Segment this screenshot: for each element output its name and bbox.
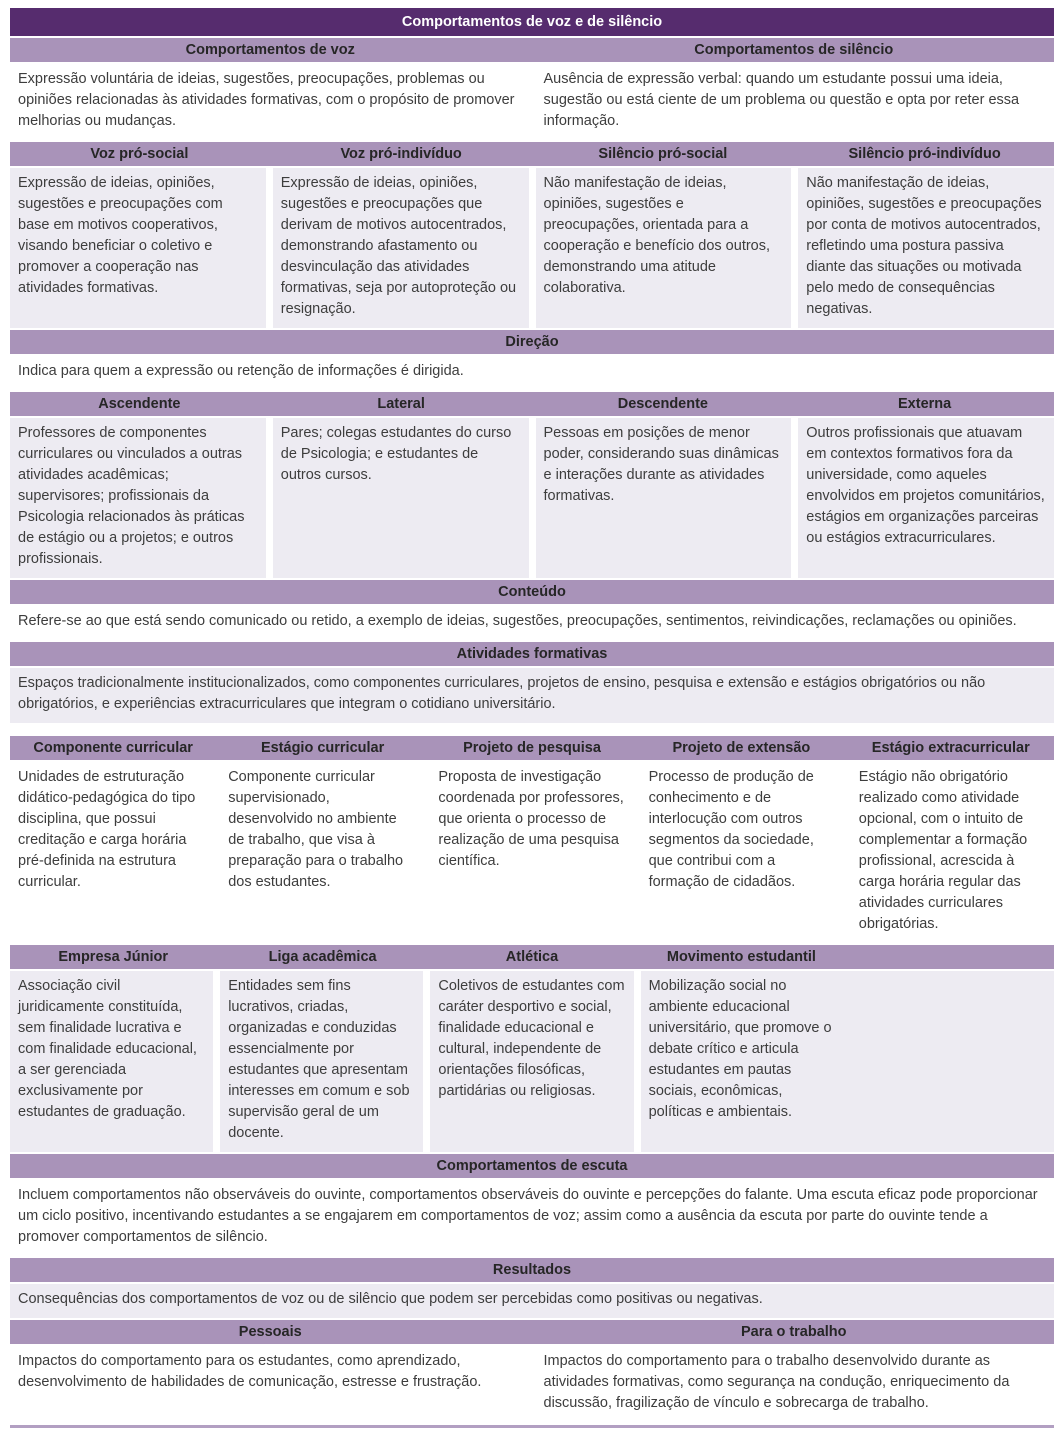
silencio-pro-individuo-header: Silêncio pró-indivíduo — [848, 146, 1001, 162]
atividades-row1-desc-row — [10, 762, 1054, 943]
direcao-title: Direção — [505, 334, 559, 350]
voice-desc: Expressão voluntária de ideias, sugestões, preocupações, problemas ou opiniões relacionadas às atividades formativas, com o propósito de promover melhorias ou mudanças. — [10, 64, 529, 140]
projeto-extensao-header: Projeto de extensão — [672, 740, 811, 756]
direcao-types-desc-row — [10, 418, 1054, 578]
atividades-title: Atividades formativas — [456, 646, 608, 662]
empresa-junior-desc: Associação civil juridicamente constituída, sem finalidade lucrativa e com finalidade educacional, a ser gerenciada exclusivamente por estudantes de graduação. — [10, 971, 213, 1152]
resultados-header-bar — [10, 1258, 1054, 1282]
voz-pro-social-desc: Expressão de ideias, opiniões, sugestões e preocupações com base em motivos cooperativos, visando beneficiar o coletivo e promover a cooperação nas atividades formativas. — [10, 168, 266, 328]
estagio-curricular-desc: Componente curricular supervisionado, desenvolvido no ambiente de trabalho, que visa à preparação para o trabalho dos estudantes. — [220, 762, 423, 943]
lateral-header: Lateral — [377, 396, 425, 412]
descendente-header: Descendente — [617, 396, 708, 412]
voz-pro-social-header: Voz pró-social — [90, 146, 189, 162]
silence-desc: Ausência de expressão verbal: quando um estudante possui uma ideia, sugestão ou está ciente de um problema ou questão e opta por reter essa informação. — [536, 64, 1055, 140]
atividades-row2-header-row — [10, 945, 1054, 969]
atividades-desc-row — [10, 668, 1054, 723]
escuta-header-bar — [10, 1154, 1054, 1178]
escuta-desc: Incluem comportamentos não observáveis do ouvinte, comportamentos observáveis do ouvinte e percepções do falante. Uma escuta eficaz pode proporcionar um ciclo positivo, incentivando estudantes a se engajarem em comportamentos de voz; assim como a ausência da escuta por parte do ouvinte tende a promover comportamentos de silêncio. — [10, 1180, 1054, 1256]
atividades-desc: Espaços tradicionalmente institucionalizados, como componentes curriculares, projetos de ensino, pesquisa e extensão e estágios obrigatórios ou não obrigatórios, e experiências extracurriculares que integram o cotidiano universitário. — [10, 668, 1054, 723]
atletica-desc: Coletivos de estudantes com caráter desportivo e social, finalidade educacional e cultural, independente de orientações filosóficas, partidárias ou religiosas. — [430, 971, 633, 1152]
para-o-trabalho-header: Para o trabalho — [740, 1324, 847, 1340]
direcao-desc-row — [10, 356, 1054, 390]
voz-pro-individuo-header: Voz pró-indivíduo — [340, 146, 462, 162]
atividades-row2-desc-row — [10, 971, 1054, 1152]
subtype-header-row — [10, 142, 1054, 166]
silencio-pro-social-header: Silêncio pró-social — [598, 146, 728, 162]
externa-desc: Outros profissionais que atuavam em contextos formativos fora da universidade, como aqueles envolvidos em projetos comunitários, estágios em organizações parceiras ou estágios extracurriculares. — [798, 418, 1054, 578]
voice-silence-desc-row — [10, 64, 1054, 140]
projeto-pesquisa-header: Projeto de pesquisa — [463, 740, 601, 756]
empty-header-cell — [850, 949, 1052, 965]
conteudo-header-bar — [10, 580, 1054, 604]
descendente-desc: Pessoas em posições de menor poder, considerando suas dinâmicas e interações durante as atividades formativas. — [536, 418, 792, 578]
resultados-desc: Consequências dos comportamentos de voz ou de silêncio que podem ser percebidas como positivas ou negativas. — [10, 1284, 1054, 1318]
estagio-extracurricular-desc: Estágio não obrigatório realizado como atividade opcional, com o intuito de complementar a formação profissional, acrescida à carga horária regular das atividades curriculares obrigatórias. — [851, 762, 1054, 943]
pessoais-desc: Impactos do comportamento para os estudantes, como aprendizado, desenvolvimento de habilidades de comunicação, estresse e frustração. — [10, 1346, 529, 1422]
componente-curricular-header: Componente curricular — [33, 740, 193, 756]
empresa-junior-header: Empresa Júnior — [58, 949, 168, 965]
silence-column-header: Comportamentos de silêncio — [694, 42, 894, 58]
ascendente-header: Ascendente — [98, 396, 181, 412]
direcao-desc: Indica para quem a expressão ou retenção de informações é dirigida. — [10, 356, 1054, 390]
voice-silence-header-row — [10, 38, 1054, 62]
projeto-extensao-desc: Processo de produção de conhecimento e de interlocução com outros segmentos da sociedade, que contribui com a formação de cidadãos. — [641, 762, 844, 943]
para-o-trabalho-desc: Impactos do comportamento para o trabalho desenvolvido durante as atividades formativas, como segurança na condução, enriquecimento da discussão, fragilização de vínculo e sobrecarga de trabalho. — [536, 1346, 1055, 1422]
empty-cell — [844, 971, 1054, 1152]
escuta-title: Comportamentos de escuta — [436, 1158, 628, 1174]
pessoais-header: Pessoais — [238, 1324, 302, 1340]
subtype-desc-row — [10, 168, 1054, 328]
resultados-types-desc-row — [10, 1346, 1054, 1422]
atividades-header-bar — [10, 642, 1054, 666]
conteudo-desc: Refere-se ao que está sendo comunicado ou retido, a exemplo de ideias, sugestões, preocupações, sentimentos, reivindicações, reclamações ou opiniões. — [10, 606, 1054, 640]
liga-academica-header: Liga acadêmica — [268, 949, 377, 965]
atividades-row1-header-row — [10, 736, 1054, 760]
silencio-pro-social-desc: Não manifestação de ideias, opiniões, sugestões e preocupações, orientada para a cooperação e benefício dos outros, demonstrando uma atitude colaborativa. — [536, 168, 792, 328]
resultados-types-header-row — [10, 1320, 1054, 1344]
direcao-types-header-row — [10, 392, 1054, 416]
atletica-header: Atlética — [505, 949, 559, 965]
estagio-extracurricular-header: Estágio extracurricular — [871, 740, 1030, 756]
escuta-desc-row — [10, 1180, 1054, 1256]
direcao-header-bar — [10, 330, 1054, 354]
movimento-estudantil-header: Movimento estudantil — [666, 949, 816, 965]
silencio-pro-individuo-desc: Não manifestação de ideias, opiniões, sugestões e preocupações por conta de motivos autocentrados, refletindo uma postura passiva diante das situações ou motivada pelo medo de consequências negativas. — [798, 168, 1054, 328]
projeto-pesquisa-desc: Proposta de investigação coordenada por professores, que orienta o processo de realização de uma pesquisa científica. — [430, 762, 633, 943]
lateral-desc: Pares; colegas estudantes do curso de Psicologia; e estudantes de outros cursos. — [273, 418, 529, 578]
movimento-estudantil-desc: Mobilização social no ambiente educacional universitário, que promove o debate crítico e articula estudantes em pautas sociais, econômicas, políticas e ambientais. — [641, 971, 844, 1152]
resultados-desc-row — [10, 1284, 1054, 1318]
externa-header: Externa — [898, 396, 952, 412]
conteudo-title: Conteúdo — [498, 584, 566, 600]
liga-academica-desc: Entidades sem fins lucrativos, criadas, organizadas e conduzidas essencialmente por estudantes que apresentam interesses em comum e sob supervisão geral de um docente. — [220, 971, 423, 1152]
conteudo-desc-row — [10, 606, 1054, 640]
resultados-title: Resultados — [492, 1262, 572, 1278]
table-main-header-bar — [10, 8, 1054, 36]
voz-pro-individuo-desc: Expressão de ideias, opiniões, sugestões e preocupações que derivam de motivos autocentrados, demonstrando afastamento ou desvinculação das atividades formativas, seja por autoproteção ou resignação. — [273, 168, 529, 328]
table-bottom-rule — [10, 1425, 1054, 1428]
ascendente-desc: Professores de componentes curriculares ou vinculados a outras atividades acadêmicas; supervisores; profissionais da Psicologia relacionados às práticas de estágio ou a projetos; e outros profissionais. — [10, 418, 266, 578]
table-title: Comportamentos de voz e de silêncio — [401, 14, 663, 30]
voice-column-header: Comportamentos de voz — [185, 42, 355, 58]
componente-curricular-desc: Unidades de estruturação didático-pedagógica do tipo disciplina, que possui creditação e carga horária pré-definida na estrutura curricular. — [10, 762, 213, 943]
estagio-curricular-header: Estágio curricular — [260, 740, 385, 756]
